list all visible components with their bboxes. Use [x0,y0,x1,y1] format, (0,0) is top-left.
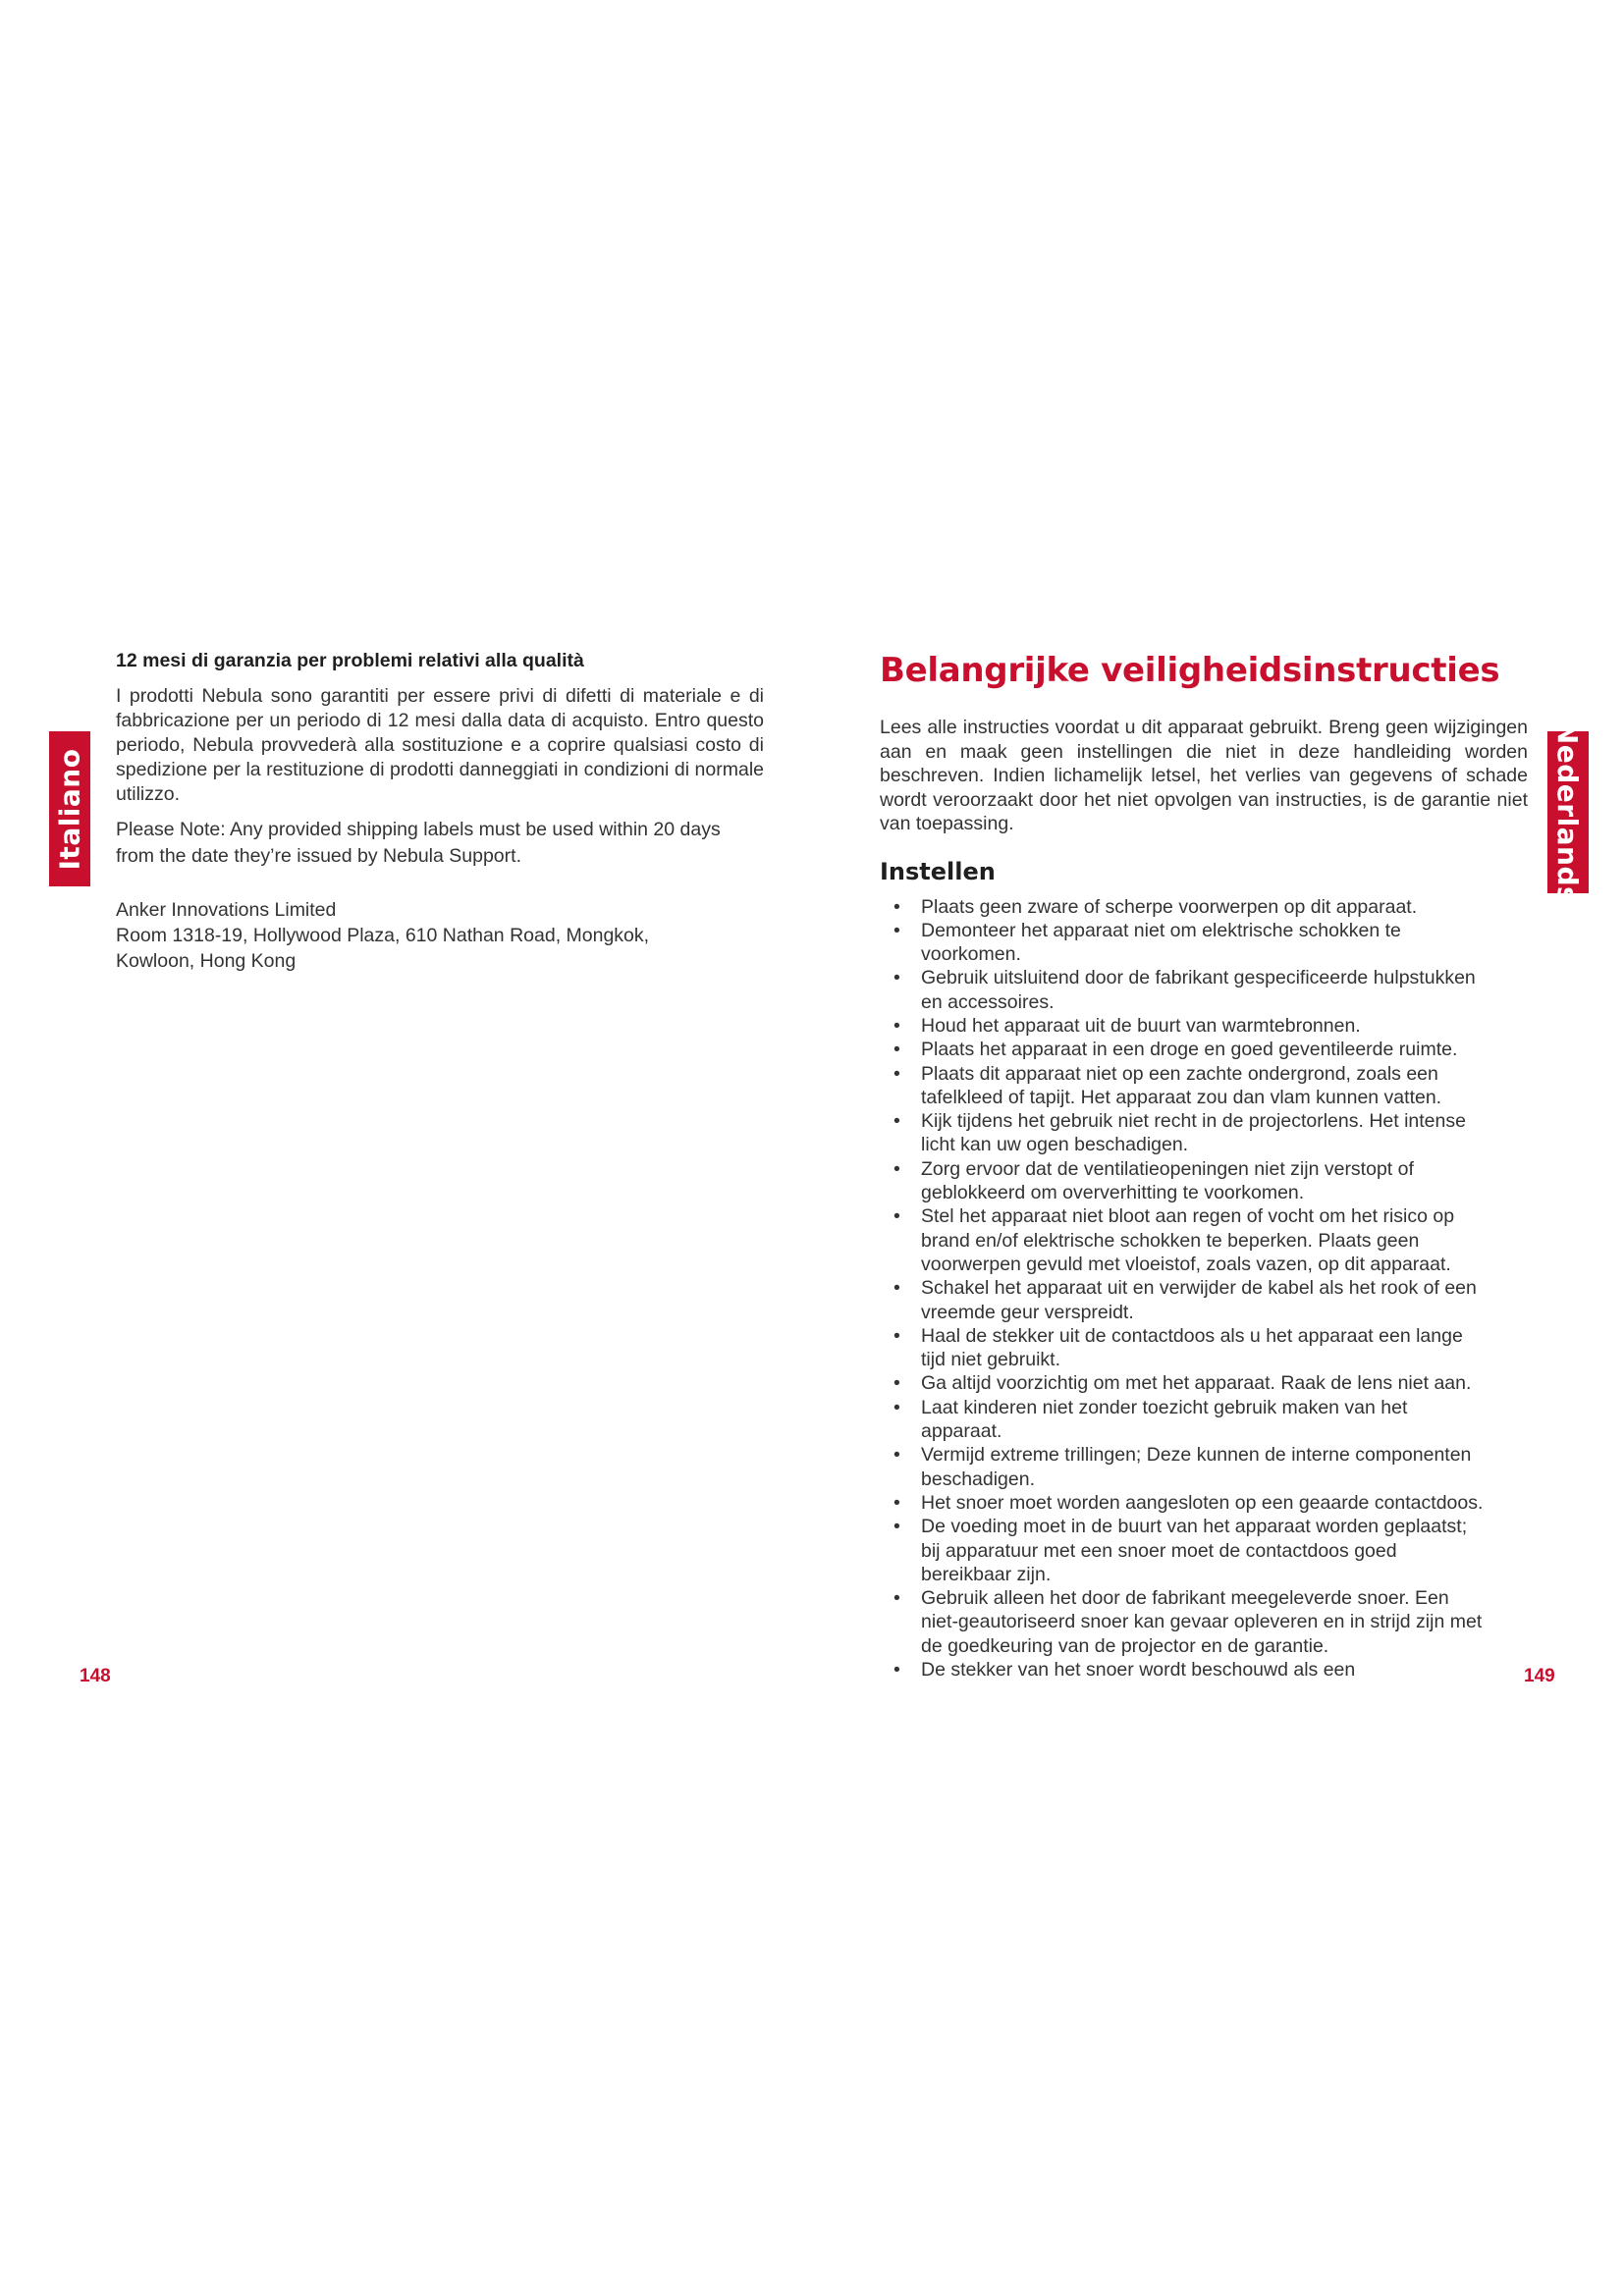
list-item-text: Vermijd extreme trillingen; Deze kunnen de interne componenten beschadigen. [921,1444,1472,1490]
list-item [880,1371,1490,1395]
bullet-icon: • [893,895,900,918]
language-tab-label: Nederlands [1551,721,1585,904]
language-tab-label: Italiano [53,748,86,870]
list-item-text: Demonteer het apparaat niet om elektrische schokken te voorkomen. [921,919,1401,966]
list-item [880,1396,1490,1444]
right-page-content [880,650,1528,1682]
bullet-icon: • [893,1491,900,1514]
shipping-note [116,817,764,870]
list-item-text: Het snoer moet worden aangesloten op een geaarde contactdoos. [921,1491,1484,1514]
list-item [880,1658,1490,1682]
list-item [880,1157,1490,1205]
company-address [116,897,764,974]
list-item [880,1038,1490,1061]
shipping-note-line-1: Please Note: Any provided shipping labels must be used within 20 days [116,819,721,840]
list-item-text: Gebruik uitsluitend door de fabrikant gespecificeerde hulpstukken en accessoires. [921,967,1476,1013]
list-item [880,1109,1490,1157]
intro-paragraph: Lees alle instructies voordat u dit apparaat gebruikt. Breng geen wijzigingen aan en maak geen instellingen die niet in deze handleiding worden beschreven. Indien lichamelijk letsel, het verlies van gegevens of schade wordt veroorzaakt door het niet opvolgen van instructies, is de garantie niet van toepassing. [880,717,1528,834]
list-item-text: Haal de stekker uit de contactdoos als u het apparaat een lange tijd niet gebruikt. [921,1324,1463,1371]
safety-instructions-list [880,895,1528,1682]
list-item [880,1204,1490,1276]
list-item [880,1515,1490,1586]
shipping-note-line-2: from the date they’re issued by Nebula Support. [116,845,521,867]
list-item-text: Plaats geen zware of scherpe voorwerpen op dit apparaat. [921,895,1418,918]
bullet-icon: • [893,1324,900,1347]
bullet-icon: • [893,1587,900,1610]
list-item [880,966,1490,1014]
list-item-text: Gebruik alleen het door de fabrikant meegeleverde snoer. Een niet-geautoriseerd snoer kan gevaar opleveren en in strijd zijn met de goedkeuring van de projector en de garantie. [921,1587,1483,1657]
bullet-icon: • [893,919,900,941]
page-number-left: 148 [80,1666,111,1686]
bullet-icon: • [893,1277,900,1300]
language-tab-nederlands [1547,721,1589,904]
language-tab-italiano [49,731,90,886]
bullet-icon: • [893,1110,900,1133]
list-item-text: Laat kinderen niet zonder toezicht gebruik maken van het apparaat. [921,1396,1408,1443]
page-number-right: 149 [1524,1666,1555,1686]
address-line: Room 1318-19, Hollywood Plaza, 610 Nathan Road, Mongkok, [116,925,650,946]
list-item-text: De stekker van het snoer wordt beschouwd als een [921,1659,1356,1681]
warranty-text: I prodotti Nebula sono garantiti per essere privi di difetti di materiale e di fabbricazione per un periodo di 12 mesi dalla data di acquisto. Entro questo periodo, Nebula provvederà alla sostituzione e a coprire qualsiasi costo di spedizione per la restituzione di prodotti danneggiati in condizioni di normale utilizzo. [116,685,764,805]
left-page-content [116,650,764,974]
list-item-text: De voeding moet in de buurt van het apparaat worden geplaatst; bij apparatuur met een snoer moet de contactdoos goed bereikbaar zijn. [921,1516,1468,1585]
list-item [880,1324,1490,1372]
list-item [880,919,1490,967]
bullet-icon: • [893,1205,900,1228]
list-item [880,1062,1490,1110]
bullet-icon: • [893,1372,900,1395]
bullet-icon: • [893,1659,900,1681]
bullet-icon: • [893,1396,900,1418]
list-item-text: Ga altijd voorzichtig om met het apparaat. Raak de lens niet aan. [921,1372,1472,1395]
bullet-icon: • [893,1157,900,1180]
list-item [880,1586,1490,1658]
list-item [880,1443,1490,1491]
list-item-text: Stel het apparaat niet bloot aan regen of vocht om het risico op brand en/of elektrische schokken te beperken. Plaats geen voorwerpen gevuld met vloeistof, zoals vazen, op dit apparaat. [921,1205,1455,1275]
list-item [880,895,1490,919]
list-item [880,1014,1490,1038]
list-item-text: Kijk tijdens het gebruik niet recht in de projectorlens. Het intense licht kan uw ogen beschadigen. [921,1110,1466,1156]
bullet-icon: • [893,1014,900,1037]
address-line: Kowloon, Hong Kong [116,950,297,972]
list-item [880,1276,1490,1324]
address-line: Anker Innovations Limited [116,899,337,921]
list-item-text: Schakel het apparaat uit en verwijder de kabel als het rook of een vreemde geur verspreidt. [921,1277,1477,1323]
list-item [880,1491,1490,1515]
bullet-icon: • [893,1444,900,1467]
bullet-icon: • [893,1062,900,1085]
bullet-icon: • [893,967,900,989]
page-title: Belangrijke veiligheidsinstructies [880,651,1500,690]
list-item-text: Plaats het apparaat in een droge en goed geventileerde ruimte. [921,1039,1458,1061]
bullet-icon: • [893,1039,900,1061]
list-item-text: Zorg ervoor dat de ventilatieopeningen niet zijn verstopt of geblokkeerd om oververhitting te voorkomen. [921,1157,1414,1204]
list-item-text: Houd het apparaat uit de buurt van warmtebronnen. [921,1014,1361,1037]
list-item-text: Plaats dit apparaat niet op een zachte ondergrond, zoals een tafelkleed of tapijt. Het apparaat zou dan vlam kunnen vatten. [921,1062,1442,1108]
bullet-icon: • [893,1516,900,1538]
section-title: Instellen [880,857,996,885]
warranty-heading: 12 mesi di garanzia per problemi relativi alla qualità [116,650,584,671]
